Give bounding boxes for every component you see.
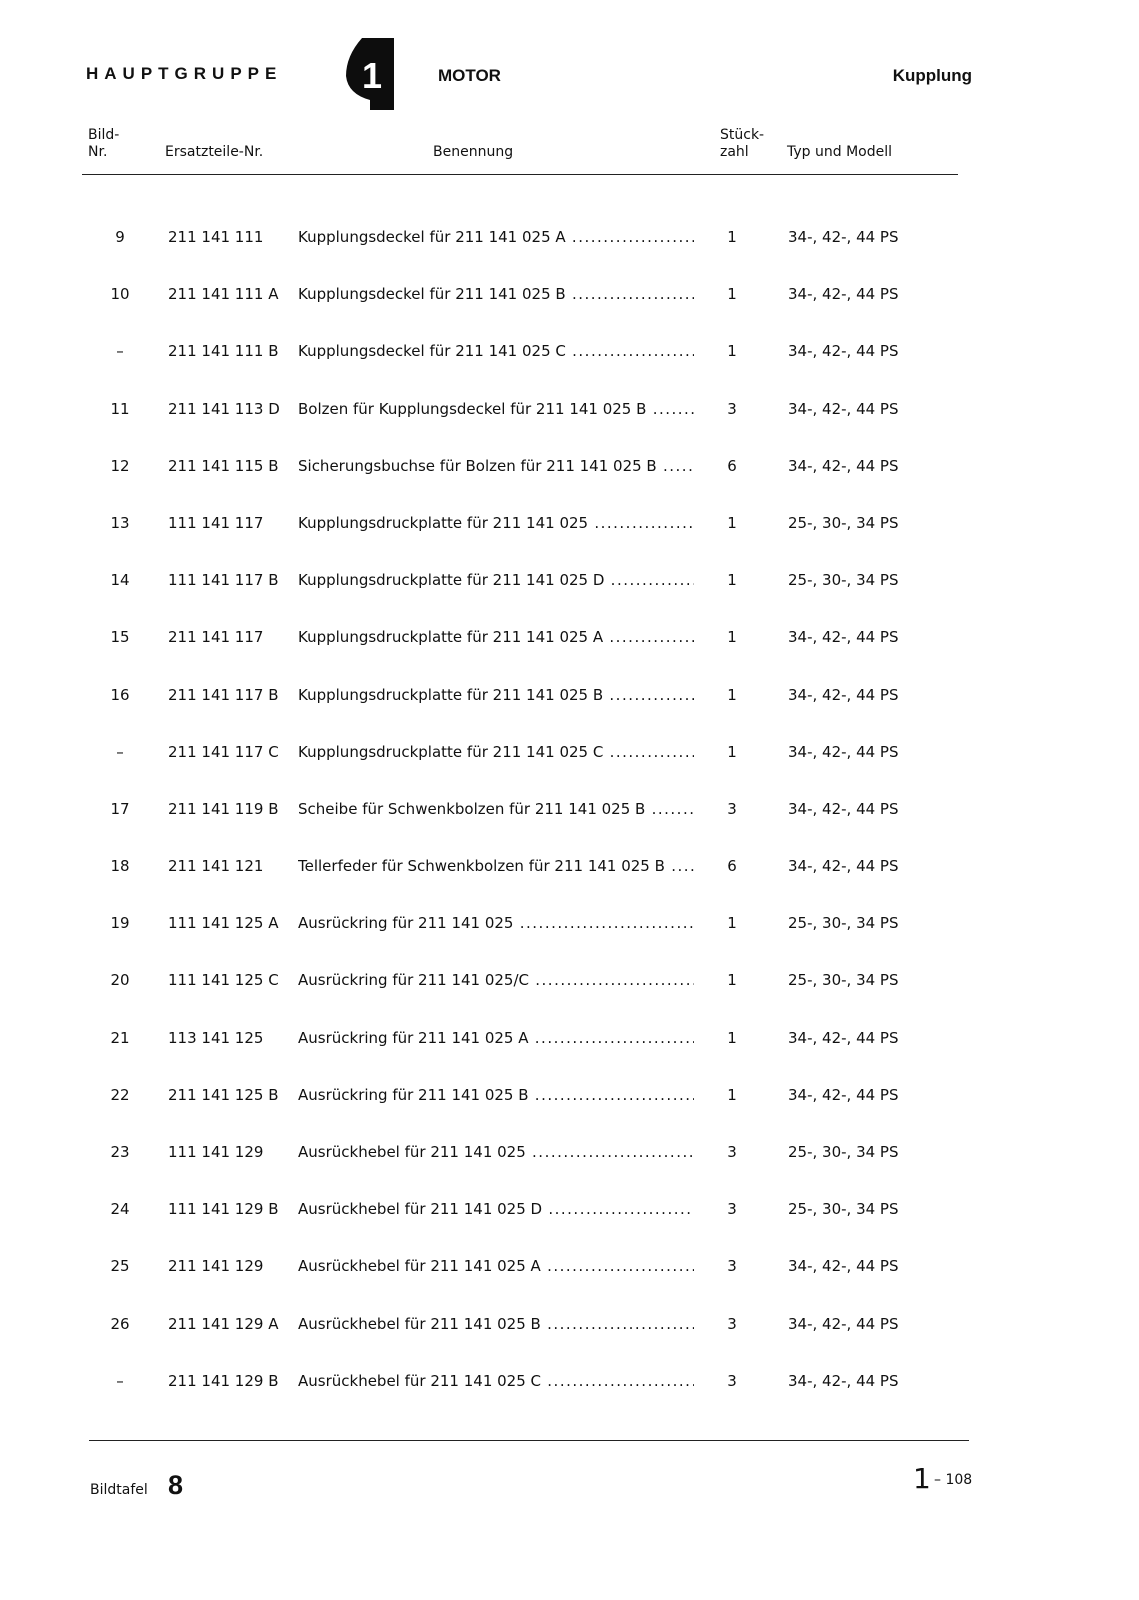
table-row: [0, 1247, 1139, 1304]
type-model: 34-, 42-, 44 PS: [788, 456, 899, 475]
page-number-sub: – 108: [934, 1472, 973, 1488]
figure-number: 24: [110, 1200, 130, 1219]
part-description: Ausrückhebel für 211 141 025 A .....: [298, 1257, 694, 1275]
table-row: [0, 847, 1139, 904]
quantity: 1: [727, 513, 737, 532]
table-row: [0, 733, 1139, 790]
type-model: 34-, 42-, 44 PS: [788, 285, 899, 304]
column-header-qty: Stück- zahl: [720, 127, 765, 160]
type-model: 34-, 42-, 44 PS: [788, 1085, 899, 1104]
figure-number: –: [116, 1371, 124, 1390]
figure-number: 15: [110, 628, 130, 647]
figure-number: 19: [110, 914, 130, 933]
figure-number: 22: [110, 1085, 130, 1104]
figure-number: 17: [110, 799, 130, 818]
table-row: [0, 275, 1139, 332]
part-number: 211 141 125 B: [168, 1085, 279, 1104]
figure-number: 11: [110, 399, 130, 418]
quantity: 1: [727, 1028, 737, 1047]
group-label: HAUPTGRUPPE: [86, 64, 283, 83]
quantity: 1: [727, 914, 737, 933]
quantity: 1: [727, 285, 737, 304]
plate-label: Bildtafel: [90, 1482, 148, 1498]
table-row: [0, 447, 1139, 504]
quantity: 3: [727, 1200, 737, 1219]
part-number: 211 141 117 B: [168, 685, 279, 704]
part-number: 211 141 119 B: [168, 799, 279, 818]
type-model: 34-, 42-, 44 PS: [788, 1314, 899, 1333]
type-model: 34-, 42-, 44 PS: [788, 1257, 899, 1276]
part-description: Kupplungsdruckplatte für 211 141 025 B .....: [298, 686, 694, 704]
type-model: 25-, 30-, 34 PS: [788, 1143, 899, 1161]
part-description: Ausrückhebel für 211 141 025 D .....: [298, 1200, 694, 1218]
quantity: 6: [727, 456, 737, 475]
table-row: [0, 618, 1139, 675]
table-row: [0, 218, 1139, 275]
figure-number: 21: [110, 1028, 130, 1047]
figure-number: 14: [110, 571, 130, 590]
table-row: [0, 790, 1139, 847]
part-description: Kupplungsdruckplatte für 211 141 025 A .....: [298, 628, 694, 646]
figure-number: 16: [110, 685, 130, 704]
figure-number: 18: [110, 857, 130, 876]
part-number: 211 141 113 D: [168, 399, 280, 418]
part-description: Ausrückring für 211 141 025 B .....: [298, 1086, 694, 1104]
section-title: MOTOR: [438, 66, 501, 85]
footer-divider: [89, 1440, 969, 1441]
part-number: 211 141 115 B: [168, 456, 279, 475]
figure-number: 13: [110, 513, 130, 532]
part-description: Tellerfeder für Schwenkbolzen für 211 141 025 B .....: [298, 857, 694, 875]
figure-number: –: [116, 742, 124, 761]
quantity: 3: [727, 1314, 737, 1333]
part-number: 211 141 111 B: [168, 342, 279, 361]
part-number: 211 141 111 A: [168, 285, 279, 304]
quantity: 1: [727, 742, 737, 761]
part-number: 211 141 117 C: [168, 742, 279, 761]
part-description: Ausrückring für 211 141 025 A .....: [298, 1029, 694, 1047]
group-number: 1: [361, 55, 383, 96]
type-model: 34-, 42-, 44 PS: [788, 1028, 899, 1047]
type-model: 34-, 42-, 44 PS: [788, 1371, 899, 1390]
table-row: [0, 504, 1139, 561]
part-number: 111 141 117 B: [168, 571, 279, 590]
part-description: Kupplungsdeckel für 211 141 025 C .....: [298, 342, 694, 360]
part-number: 211 141 129 B: [168, 1371, 279, 1390]
part-number: 113 141 125: [168, 1028, 264, 1047]
quantity: 1: [727, 971, 737, 990]
type-model: 34-, 42-, 44 PS: [788, 399, 899, 418]
part-number: 211 141 117: [168, 628, 264, 647]
table-row: [0, 1133, 1139, 1190]
quantity: 3: [727, 1143, 737, 1161]
type-model: 34-, 42-, 44 PS: [788, 228, 899, 246]
part-number: 111 141 125 A: [168, 914, 279, 933]
type-model: 34-, 42-, 44 PS: [788, 628, 899, 647]
type-model: 34-, 42-, 44 PS: [788, 342, 899, 361]
part-number: 211 141 111: [168, 228, 264, 246]
quantity: 3: [727, 1371, 737, 1390]
part-number: 111 141 117: [168, 513, 264, 532]
type-model: 25-, 30-, 34 PS: [788, 571, 899, 590]
column-header-part: Ersatzteile-Nr.: [165, 144, 264, 160]
quantity: 1: [727, 628, 737, 647]
table-row: [0, 904, 1139, 961]
part-description: Kupplungsdruckplatte für 211 141 025 D .....: [298, 571, 694, 589]
part-number: 211 141 121: [168, 857, 264, 876]
type-model: 25-, 30-, 34 PS: [788, 1200, 899, 1219]
figure-number: 20: [110, 971, 130, 990]
type-model: 34-, 42-, 44 PS: [788, 742, 899, 761]
column-header-name: Benennung: [433, 144, 514, 160]
figure-number: 12: [110, 456, 130, 475]
type-model: 25-, 30-, 34 PS: [788, 971, 899, 990]
quantity: 3: [727, 399, 737, 418]
figure-number: 10: [110, 285, 130, 304]
figure-number: –: [116, 342, 124, 361]
part-description: Scheibe für Schwenkbolzen für 211 141 025 B .....: [298, 800, 694, 818]
table-row: [0, 332, 1139, 389]
header-divider: [82, 174, 958, 175]
part-description: Sicherungsbuchse für Bolzen für 211 141 025 B .....: [298, 457, 694, 475]
quantity: 1: [727, 228, 737, 246]
type-model: 34-, 42-, 44 PS: [788, 685, 899, 704]
group-number-badge: [344, 36, 396, 112]
type-model: 34-, 42-, 44 PS: [788, 857, 899, 876]
part-description: Ausrückhebel für 211 141 025 .....: [298, 1143, 694, 1161]
table-row: [0, 1190, 1139, 1247]
quantity: 1: [727, 1085, 737, 1104]
parts-table: [0, 218, 1139, 1419]
subsection-title: Kupplung: [892, 66, 972, 85]
table-row: [0, 961, 1139, 1018]
figure-number: 26: [110, 1314, 130, 1333]
figure-number: 25: [110, 1257, 130, 1276]
part-description: Kupplungsdeckel für 211 141 025 B .....: [298, 285, 694, 303]
part-description: Kupplungsdruckplatte für 211 141 025 C .....: [298, 743, 694, 761]
table-row: [0, 1305, 1139, 1362]
table-row: [0, 1076, 1139, 1133]
part-number: 111 141 129: [168, 1143, 264, 1161]
figure-number: 23: [110, 1143, 130, 1161]
type-model: 25-, 30-, 34 PS: [788, 513, 899, 532]
page-number: 1: [913, 1462, 931, 1495]
column-header-nr: Bild- Nr.: [88, 127, 120, 160]
part-number: 211 141 129 A: [168, 1314, 279, 1333]
type-model: 34-, 42-, 44 PS: [788, 799, 899, 818]
part-number: 111 141 129 B: [168, 1200, 279, 1219]
quantity: 3: [727, 799, 737, 818]
table-row: [0, 390, 1139, 447]
quantity: 6: [727, 857, 737, 876]
table-row: [0, 1019, 1139, 1076]
quantity: 3: [727, 1257, 737, 1276]
figure-number: 9: [115, 228, 125, 246]
type-model: 25-, 30-, 34 PS: [788, 914, 899, 933]
part-description: Ausrückhebel für 211 141 025 C .....: [298, 1372, 694, 1390]
plate-number: 8: [168, 1470, 184, 1500]
part-description: Kupplungsdruckplatte für 211 141 025 .....: [298, 514, 694, 532]
quantity: 1: [727, 685, 737, 704]
table-row: [0, 1362, 1139, 1419]
part-description: Kupplungsdeckel für 211 141 025 A .....: [298, 228, 694, 246]
part-number: 111 141 125 C: [168, 971, 279, 990]
part-number: 211 141 129: [168, 1257, 264, 1276]
quantity: 1: [727, 342, 737, 361]
part-description: Ausrückring für 211 141 025 .....: [298, 914, 694, 932]
part-description: Ausrückring für 211 141 025/C .....: [298, 971, 694, 989]
part-description: Ausrückhebel für 211 141 025 B .....: [298, 1315, 694, 1333]
table-row: [0, 561, 1139, 618]
part-description: Bolzen für Kupplungsdeckel für 211 141 025 B .....: [298, 400, 694, 418]
column-header-type: Typ und Modell: [787, 144, 892, 160]
quantity: 1: [727, 571, 737, 590]
table-row: [0, 676, 1139, 733]
